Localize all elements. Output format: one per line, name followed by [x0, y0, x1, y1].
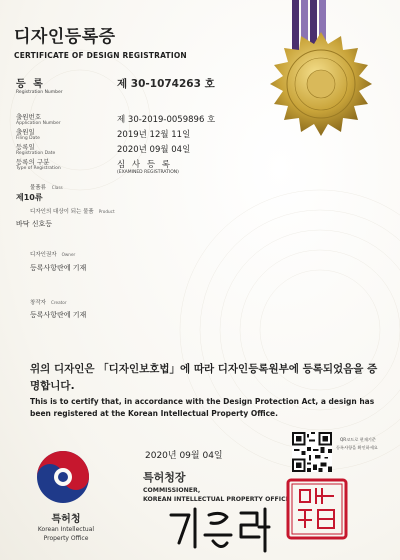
certificate-title: 디자인등록증 — [14, 27, 116, 47]
registration-label: 등 록 — [16, 79, 45, 90]
owner-label: 디자인권자 Owner — [30, 252, 76, 258]
registration-type-en: (EXAMINED REGISTRATION) — [117, 170, 179, 175]
office-name-en-line1: Korean Intellectual — [37, 526, 95, 533]
application-number: 제 30-2019-0059896 호 — [117, 115, 216, 125]
detail-label-en: Application Number — [16, 121, 61, 126]
detail-label: 출원번호 — [16, 113, 42, 121]
certification-statement-en: This is to certify that, in accordance with the Design Protection Act, a design has been registered at the Korean Intellectual Property Office. — [30, 397, 375, 418]
commissioner-title-en-line1: COMMISSIONER, — [143, 487, 201, 494]
owner-value: 등록사항란에 기재 — [30, 264, 87, 272]
registration-label-en: Registration Number — [16, 90, 63, 95]
detail-label-en: Registration Date — [16, 151, 56, 156]
detail-label-en: Filing Date — [16, 136, 40, 141]
filing-date: 2019년 12월 11일 — [117, 130, 191, 140]
gold-seal — [262, 30, 380, 148]
product-label: 디자인의 대상이 되는 물품 Product — [30, 209, 115, 215]
office-name-en-line2: Property Office — [43, 535, 89, 542]
product-value: 바닥 신호등 — [16, 220, 53, 228]
qr-note-line2: 등록사항을 확인하세요 — [336, 445, 378, 450]
certificate-subtitle: CERTIFICATE OF DESIGN REGISTRATION — [14, 51, 187, 60]
office-name-kr: 특허청 — [51, 514, 81, 525]
detail-label-en: Type of Registration — [16, 166, 61, 171]
detail-label: 등록의 구분 — [16, 158, 50, 166]
creator-label: 창작자 Creator — [30, 300, 67, 306]
class-value: 제10류 — [16, 193, 43, 202]
official-red-seal — [286, 478, 348, 540]
certification-statement-kr: 위의 디자인은 「디자인보호법」에 따라 디자인등록원부에 등록되었음을 증명합니다. — [30, 363, 378, 392]
qr-code[interactable] — [292, 432, 332, 472]
registration-date: 2020년 09월 04일 — [117, 145, 191, 155]
kipo-taegeuk-logo-icon — [28, 445, 98, 509]
issue-date: 2020년 09월 04일 — [145, 451, 223, 461]
registration-type: 심 사 등 록 — [117, 160, 172, 170]
commissioner-title-kr: 특허청장 — [143, 471, 186, 484]
commissioner-signature — [165, 503, 275, 558]
detail-label: 출원일 — [16, 128, 35, 136]
commissioner-title-en-line2: KOREAN INTELLECTUAL PROPERTY OFFICE — [143, 496, 290, 503]
creator-value: 등록사항란에 기재 — [30, 311, 87, 319]
class-label: 물품류 Class — [30, 185, 63, 191]
qr-note-line1: QR코드로 현재기준 — [340, 437, 376, 442]
detail-label: 등록일 — [16, 143, 35, 151]
registration-number: 제 30-1074263 호 — [117, 78, 215, 90]
